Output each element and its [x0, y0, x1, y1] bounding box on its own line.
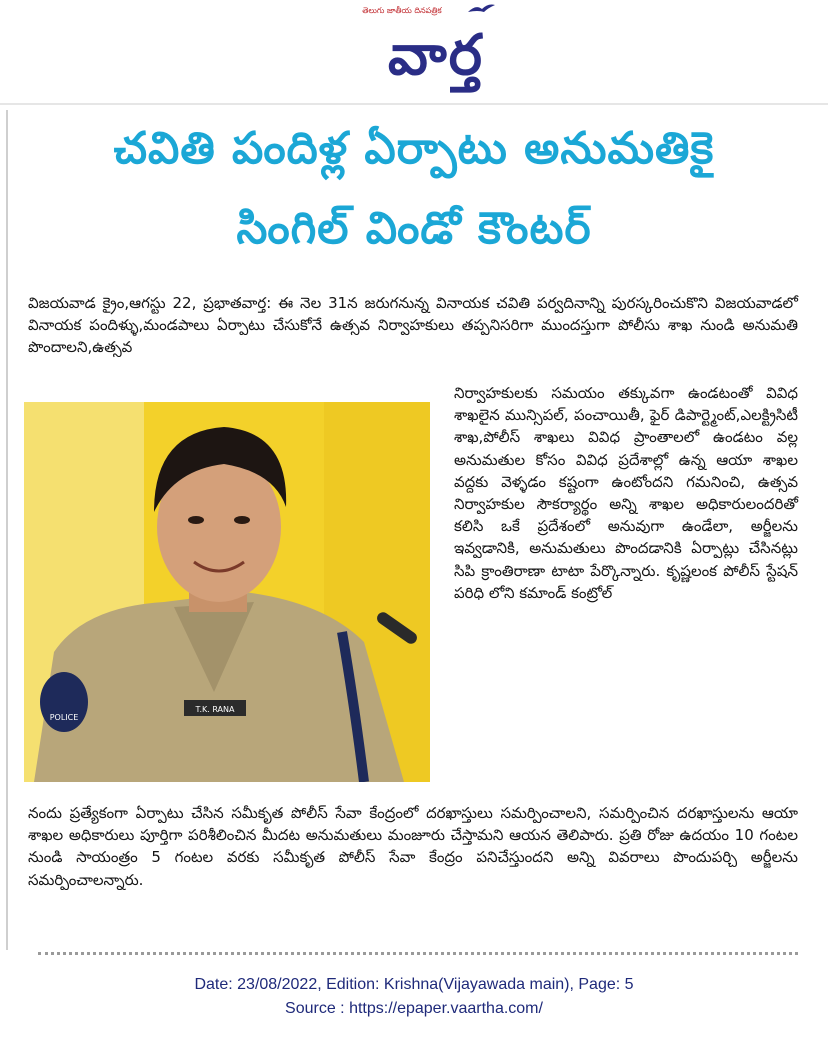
footer-divider: [38, 952, 798, 955]
police-patch-text: POLICE: [49, 713, 79, 722]
article-paragraph-side: నిర్వాహకులకు సమయం తక్కువగా ఉండటంతో వివిధ శాఖలైన మున్సిపల్, పంచాయితీ, ఫైర్ డిపార్ట్మెంట్,ఎలక్ట్రిసిటీ శాఖ,పోలీస్ శాఖలు వివిధ ప్రాంతాలలో ఉండటం వల్ల అనుమతుల కోసం వివిధ ప్రదేశాల్లో ఉన్న ఆయా శాఖల వద్దకు వెళ్ళడం కష్టంగా ఉంటోందని గమనించి, ఉత్సవ నిర్వాహకుల సౌకర్యార్థం అన్ని శాఖల అధికారులందరితో కలిసి ఒకే ప్రదేశంలో అనువుగా ఉండేలా, అర్జీలను ఇవ్వడానికి, అనుమతులు పొందడానికి ఏర్పాట్లు చేసినట్లు సిపి క్రాంతిరాణా టాటా పేర్కొన్నారు. కృష్ణలంక పోలీస్ స్టేషన్ పరిధి లోని కమాండ్ కంట్రోల్: [454, 384, 798, 602]
headline-line-2: సింగిల్ విండో కౌంటర్: [236, 203, 592, 254]
article-photo: [24, 402, 430, 782]
masthead: [0, 0, 828, 100]
edition-info: Date: 23/08/2022, Edition: Krishna(Vijayawada main), Page: 5: [194, 976, 634, 993]
officer-portrait: [24, 402, 430, 782]
newspaper-logo: వార్త: [388, 23, 484, 88]
name-tag-text: T.K. RANA: [195, 705, 235, 714]
masthead-divider: [0, 103, 828, 105]
headline-line-1: చవితి పందిళ్ల ఏర్పాటు అనుమతికై: [113, 123, 715, 174]
source-link[interactable]: Source : https://epaper.vaartha.com/: [285, 1000, 543, 1017]
bird-icon: [466, 2, 496, 16]
article-paragraph-bottom: నందు ప్రత్యేకంగా ఏర్పాటు చేసిన సమీకృత పోలీస్ సేవా కేంద్రంలో దరఖాస్తులు సమర్పించాలని, సమర్పించిన దరఖాస్తులను ఆయా శాఖల అధికారులు పూర్తిగా పరిశీలించిన మీదట అనుమతులు మంజూరు చేస్తామని ఆయన తెలిపారు. ప్రతి రోజు ఉదయం 10 గంటల నుండి సాయంత్రం 5 గంటల వరకు సమీకృత పోలీస్ సేవా కేంద్రం పనిచేస్తుందని అన్ని వివరాలు పొందుపర్చి అర్జీలను సమర్పించాలన్నారు.: [28, 804, 798, 889]
police-patch: [40, 672, 88, 732]
article-paragraph-top: విజయవాడ క్రైం,ఆగస్టు 22, ప్రభాతవార్త: ఈ నెల 31న జరుగనున్న వినాయక చవితి పర్వదినాన్ని పురస్కరించుకొని విజయవాడలో వినాయక పందిళ్ళు,మండపాలు ఏర్పాటు చేసుకోనే ఉత్సవ నిర్వాహకులు తప్పనిసరిగా ముందస్తుగా పోలీసు శాఖ నుండి అనుమతి పొందాలని,ఉత్సవ: [28, 294, 798, 357]
masthead-tagline: తెలుగు జాతీయ దినపత్రిక: [362, 6, 442, 15]
column-border: [6, 110, 8, 950]
